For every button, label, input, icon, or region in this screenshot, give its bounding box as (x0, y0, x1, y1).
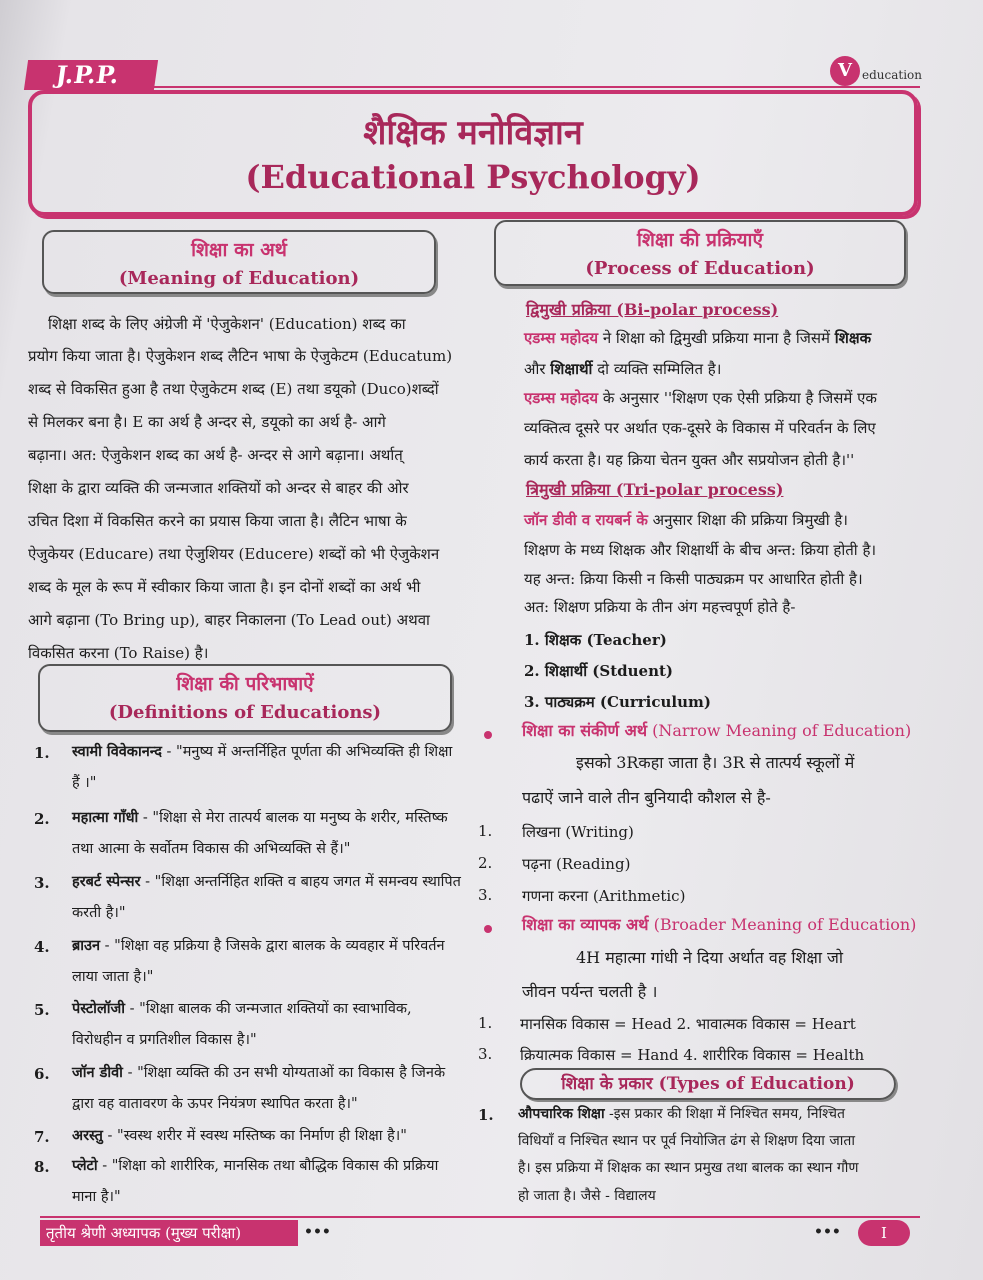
list-number: 2. (478, 854, 493, 872)
footer-dots: ••• (814, 1224, 841, 1240)
definition-text: - "शिक्षा को शारीरिक, मानसिक तथा बौद्धिक विकास की प्रक्रिया माना है।" (72, 1158, 439, 1205)
meaning-line: शिक्षा शब्द के लिए अंग्रेजी में 'ऐजुकेशन' (Education) शब्द का (48, 315, 406, 333)
meaning-line: प्रयोग किया जाता है। ऐजुकेशन शब्द लैटिन भाषा के ऐजुकेटम (Educatum) (28, 347, 453, 365)
definition-item (72, 866, 462, 929)
text-bold: शिक्षार्थी (550, 360, 593, 378)
definition-item (72, 1057, 462, 1120)
formal-line (518, 1104, 845, 1123)
definition-item (72, 1120, 462, 1152)
definition-number: 3. (34, 874, 50, 892)
definition-text: - "शिक्षा व्यक्ति की उन सभी योग्यताओं का विकास है जिनके द्वारा वह वातावरण के ऊपर नियंत्रण स्थापित करता है।" (72, 1065, 446, 1112)
formal-line: है। इस प्रक्रिया में शिक्षक का स्थान प्रमुख तथा बालक का स्थान गौण (518, 1160, 859, 1176)
formal-line: हो जाता है। जैसे - विद्यालय (518, 1188, 656, 1204)
definition-author: जॉन डीवी (72, 1064, 123, 1081)
narrow-item: पढ़ना (Reading) (522, 855, 631, 873)
meaning-line: बढ़ाना। अत: ऐजुकेशन शब्द का अर्थ है- अन्दर से आगे बढ़ाना। अर्थात् (28, 446, 403, 464)
tripolar-heading: त्रिमुखी प्रक्रिया (Tri-polar process) (526, 480, 784, 499)
meaning-line: उचित दिशा में विकसित करने का प्रयास किया जाता है। लैटिन भाषा के (28, 512, 407, 530)
definition-text: - "शिक्षा अन्तर्निहित शक्ति व बाहय जगत में समन्वय स्थापित करती है।" (72, 874, 461, 921)
definition-number: 4. (34, 938, 50, 956)
text-span: ने शिक्षा को द्विमुखी प्रक्रिया माना है जिसमें (598, 329, 835, 347)
tripolar-line (524, 510, 848, 530)
definition-item (72, 930, 462, 993)
text-span: -इस प्रकार की शिक्षा में निश्चित समय, निश्चित (604, 1106, 845, 1122)
bipolar-line (524, 359, 721, 379)
definitions-heading-hindi: शिक्षा की परिभाषाऐं (176, 673, 314, 695)
bipolar-heading: द्विमुखी प्रक्रिया (Bi-polar process) (526, 300, 779, 319)
definition-author: पेस्टोलॉजी (72, 1000, 126, 1017)
list-number: 1. (478, 1106, 494, 1124)
narrow-line: इसको 3Rकहा जाता है। 3R से तात्पर्य स्कूलों में (576, 753, 855, 772)
title-box (28, 90, 918, 216)
process-heading-box (494, 220, 906, 286)
meaning-heading-box (42, 230, 436, 294)
definition-author: प्लेटो (72, 1157, 98, 1174)
bipolar-line (524, 328, 871, 348)
bipolar-line (524, 388, 877, 408)
bipolar-line: व्यक्तित्व दूसरे पर अर्थात एक-दूसरे के विकास में परिवर्तन के लिए (524, 419, 876, 437)
definition-number: 6. (34, 1065, 50, 1083)
definition-text: - "शिक्षा बालक की जन्मजात शक्तियों का स्वाभाविक, विरोधहीन व प्रगतिशील विकास है।" (72, 1001, 412, 1048)
definition-number: 8. (34, 1158, 50, 1176)
definition-number: 1. (34, 744, 50, 762)
broad-heading (522, 913, 916, 935)
definition-number: 2. (34, 810, 50, 828)
tripolar-line: यह अन्त: क्रिया किसी न किसी पाठ्यक्रम पर आधारित होती है। (524, 570, 863, 588)
list-number: 3. (478, 1045, 493, 1063)
definition-text: - "मनुष्य में अन्तर्निहित पूर्णता की अभिव्यक्ति ही शिक्षा हैं ।" (72, 744, 453, 791)
definition-text: - "शिक्षा वह प्रक्रिया है जिसके द्वारा बालक के व्यवहार में परिवर्तन लाया जाता है।" (72, 938, 445, 985)
brand-tab (24, 60, 158, 90)
bipolar-line: कार्य करता है। यह क्रिया चेतन युक्त और सप्रयोजन होती है।'' (524, 451, 855, 469)
definition-text: - "स्वस्थ शरीर में स्वस्थ मस्तिष्क का निर्माण ही शिक्षा है।" (107, 1128, 407, 1144)
broad-line: जीवन पर्यन्त चलती है । (522, 982, 658, 1001)
formal-heading: औपचारिक शिक्षा (518, 1106, 605, 1122)
definition-item (72, 802, 462, 865)
definition-item (72, 736, 462, 799)
process-heading-hindi: शिक्षा की प्रक्रियाएँ (637, 229, 763, 251)
broad-line: 4H महात्मा गांधी ने दिया अर्थात वह शिक्षा जो (576, 948, 844, 967)
tripolar-line: अत: शिक्षण प्रक्रिया के तीन अंग महत्त्वपूर्ण होते है- (524, 598, 796, 616)
author-name: जॉन डीवी व रायबर्न के (524, 511, 648, 529)
bullet-icon (484, 731, 492, 739)
definitions-heading-box (38, 664, 452, 732)
broad-row: क्रियात्मक विकास = Hand 4. शारीरिक विकास = Health (520, 1046, 865, 1064)
page-number: I (858, 1220, 910, 1246)
narrow-line: पढाऐं जाने वाले तीन बुनियादी कौशल से है- (522, 788, 771, 807)
bullet-icon (484, 925, 492, 933)
text-span: दो व्यक्ति सम्मिलित है। (592, 360, 722, 378)
narrow-item: गणना करना (Arithmetic) (522, 887, 686, 905)
definition-author: स्वामी विवेकानन्द (72, 743, 162, 760)
tripolar-item: 2. शिक्षार्थी (Stduent) (524, 662, 674, 680)
footer-rule (40, 1216, 920, 1218)
narrow-heading (522, 719, 911, 741)
definition-number: 7. (34, 1128, 50, 1146)
meaning-line: शब्द के मूल के रूप में स्वीकार किया जाता है। इन दोनों शब्दों का अर्थ भी (28, 578, 421, 596)
header-rule (150, 86, 920, 88)
formal-line: विधियाँ व निश्चित स्थान पर पूर्व नियोजित ढंग से शिक्षण दिया जाता (518, 1133, 855, 1149)
meaning-line: विकसित करना (To Raise) है। (28, 644, 209, 662)
heading-hindi: शिक्षा का संकीर्ण अर्थ (522, 721, 648, 740)
meaning-line: शब्द से विकसित हुआ है तथा ऐजुकेटम शब्द (E) तथा डयूको (Duco)शब्दों (28, 380, 439, 398)
text-bold: शिक्षक (834, 329, 872, 347)
definition-item (72, 1150, 462, 1213)
author-name: एडम्स महोदय (524, 329, 599, 347)
list-number: 1. (478, 822, 493, 840)
narrow-item: लिखना (Writing) (522, 823, 634, 841)
page-title-hindi: शैक्षिक मनोविज्ञान (363, 113, 583, 153)
list-number: 1. (478, 1014, 493, 1032)
meaning-line: शिक्षा के द्वारा व्यक्ति की जन्मजात शक्तियों को अन्दर से बाहर की ओर (28, 479, 409, 497)
tripolar-item: 1. शिक्षक (Teacher) (524, 631, 667, 649)
meaning-line: आगे बढ़ाना (To Bring up), बाहर निकालना (To Lead out) अथवा (28, 611, 430, 629)
text-span: अनुसार शिक्षा की प्रक्रिया त्रिमुखी है। (647, 511, 848, 529)
meaning-heading-hindi: शिक्षा का अर्थ (191, 239, 287, 261)
footer-label: तृतीय श्रेणी अध्यापक (मुख्य परीक्षा) (40, 1220, 298, 1246)
logo-icon (830, 56, 860, 86)
tripolar-line: शिक्षण के मध्य शिक्षक और शिक्षार्थी के बीच अन्त: क्रिया होती है। (524, 541, 877, 559)
definition-item (72, 993, 462, 1056)
heading-english: (Broader Meaning of Education) (648, 915, 917, 934)
definition-author: महात्मा गाँधी (72, 809, 139, 826)
meaning-line: से मिलकर बना है। E का अर्थ है अन्दर से, डयूको का अर्थ है- आगे (28, 413, 386, 431)
brand-label: J.P.P. (54, 60, 121, 89)
definition-author: अरस्तु (72, 1127, 103, 1144)
meaning-heading-english: (Meaning of Education) (118, 268, 360, 289)
text-span: और (524, 360, 551, 378)
definition-text: - "शिक्षा से मेरा तात्पर्य बालक या मनुष्य के शरीर, मस्तिष्क तथा आत्मा के सर्वोतम विकास की अभिव्यक्ति से हैं।" (72, 810, 448, 857)
broad-row: मानसिक विकास = Head 2. भावात्मक विकास = Heart (520, 1015, 856, 1033)
definition-author: ब्राउन (72, 937, 101, 954)
text-span: के अनुसार ''शिक्षण एक ऐसी प्रक्रिया है जिसमें एक (598, 389, 877, 407)
logo-text: education (862, 68, 922, 82)
definition-author: हरबर्ट स्पेन्सर (72, 873, 141, 890)
types-heading-box: शिक्षा के प्रकार (Types of Education) (520, 1068, 896, 1100)
meaning-line: ऐजुकेयर (Educare) तथा ऐजुशियर (Educere) शब्दों को भी ऐजुकेशन (28, 545, 440, 563)
process-heading-english: (Process of Education) (585, 258, 815, 279)
list-number: 3. (478, 886, 493, 904)
logo-letter: V (838, 60, 852, 81)
heading-hindi: शिक्षा का व्यापक अर्थ (522, 915, 649, 934)
definition-number: 5. (34, 1001, 50, 1019)
heading-english: (Narrow Meaning of Education) (647, 721, 912, 740)
definitions-heading-english: (Definitions of Educations) (108, 702, 382, 723)
footer-dots: ••• (304, 1224, 331, 1240)
page-title-english: (Educational Psychology) (245, 158, 701, 196)
tripolar-item: 3. पाठ्यक्रम (Curriculum) (524, 693, 711, 711)
author-name: एडम्स महोदय (524, 389, 599, 407)
